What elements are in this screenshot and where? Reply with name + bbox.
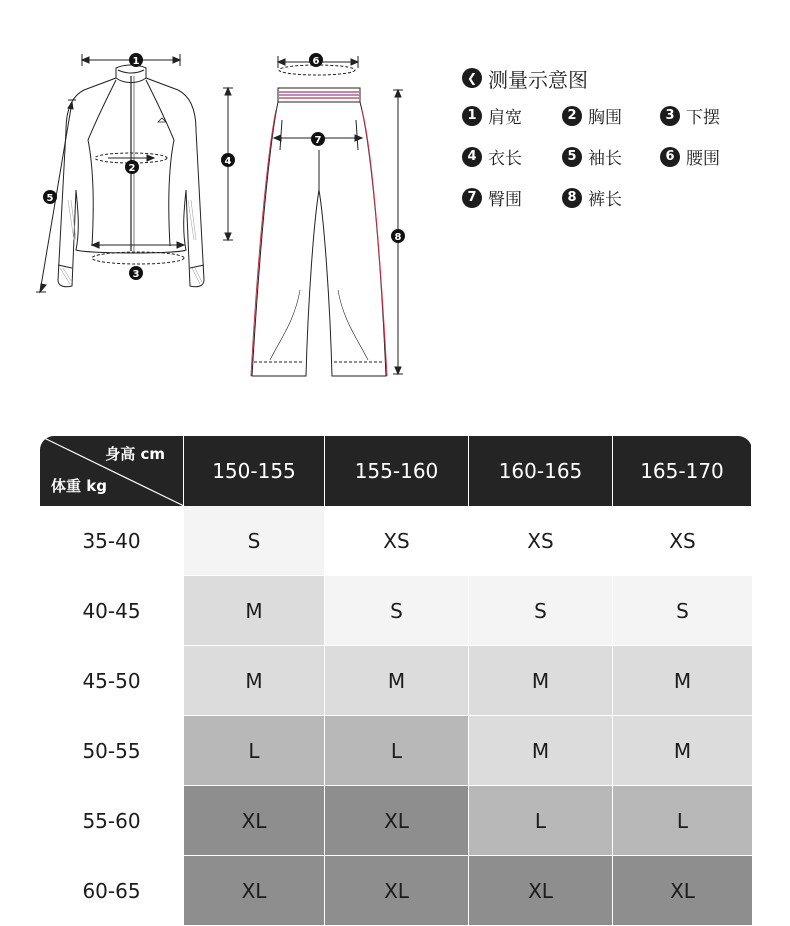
legend-item-chest: 2 胸围 [562, 103, 622, 128]
table-row [40, 786, 752, 856]
legend-header [462, 63, 762, 93]
weight-cell: 35-40 [40, 506, 184, 576]
pants-markers [309, 53, 405, 243]
marker-4: 4 [224, 156, 232, 167]
legend-item-pants-length: 8 裤长 [562, 185, 622, 210]
size-cell: S [184, 506, 325, 576]
weight-cell: 45-50 [40, 646, 184, 716]
size-chart-table [40, 436, 752, 926]
table-header-row [40, 436, 752, 506]
marker-2: 2 [128, 163, 136, 174]
size-cell: S [469, 576, 613, 646]
size-cell: XL [325, 786, 469, 856]
size-cell: XL [469, 856, 613, 926]
size-cell: M [469, 716, 613, 786]
size-cell: S [325, 576, 469, 646]
size-cell: XL [613, 856, 752, 926]
size-cell: XS [325, 506, 469, 576]
weight-cell: 60-65 [40, 856, 184, 926]
legend-items [462, 103, 762, 223]
legend-item-waist: 6 腰围 [660, 144, 720, 169]
size-cell: L [184, 716, 325, 786]
legend-title: 测量示意图 [488, 67, 588, 92]
jacket-markers [43, 53, 235, 280]
column-header: 150-155 [184, 436, 325, 506]
column-header: 160-165 [469, 436, 613, 506]
table-corner-cell [40, 436, 184, 506]
jacket-measurement-diagram [28, 40, 232, 300]
marker-5: 5 [46, 193, 54, 204]
legend-item-length: 4 衣长 [462, 144, 522, 169]
size-cell: M [184, 646, 325, 716]
legend-item-sleeve: 5 袖长 [562, 144, 622, 169]
size-cell: M [325, 646, 469, 716]
size-cell: XL [184, 786, 325, 856]
size-cell: XL [325, 856, 469, 926]
column-header: 155-160 [325, 436, 469, 506]
marker-6: 6 [312, 56, 320, 67]
size-cell: L [613, 786, 752, 856]
size-cell: XL [184, 856, 325, 926]
table-row [40, 716, 752, 786]
marker-3: 3 [132, 269, 140, 280]
size-cell: L [325, 716, 469, 786]
legend-item-hem: 3 下摆 [660, 103, 720, 128]
column-header: 165-170 [613, 436, 752, 506]
weight-cell: 50-55 [40, 716, 184, 786]
table-row [40, 856, 752, 926]
size-cell: XS [469, 506, 613, 576]
weight-cell: 55-60 [40, 786, 184, 856]
size-cell: XS [613, 506, 752, 576]
table-body [40, 506, 752, 926]
marker-7: 7 [314, 135, 322, 146]
table-row [40, 646, 752, 716]
size-cell: M [469, 646, 613, 716]
table-row [40, 576, 752, 646]
weight-cell: 40-45 [40, 576, 184, 646]
chevron-left-icon: ❮ [462, 68, 482, 88]
legend-item-hip: 7 臀围 [462, 185, 522, 210]
size-cell: L [469, 786, 613, 856]
size-cell: S [613, 576, 752, 646]
weight-axis-label: 体重 kg [51, 477, 107, 495]
size-cell: M [613, 646, 752, 716]
marker-8: 8 [394, 232, 402, 243]
legend-item-shoulder: 1 肩宽 [462, 103, 522, 128]
pants-measurement-diagram [240, 40, 420, 385]
size-cell: M [613, 716, 752, 786]
measurement-legend [462, 63, 762, 223]
marker-1: 1 [132, 56, 140, 67]
size-cell: M [184, 576, 325, 646]
height-axis-label: 身高 cm [105, 445, 165, 463]
table-row [40, 506, 752, 576]
